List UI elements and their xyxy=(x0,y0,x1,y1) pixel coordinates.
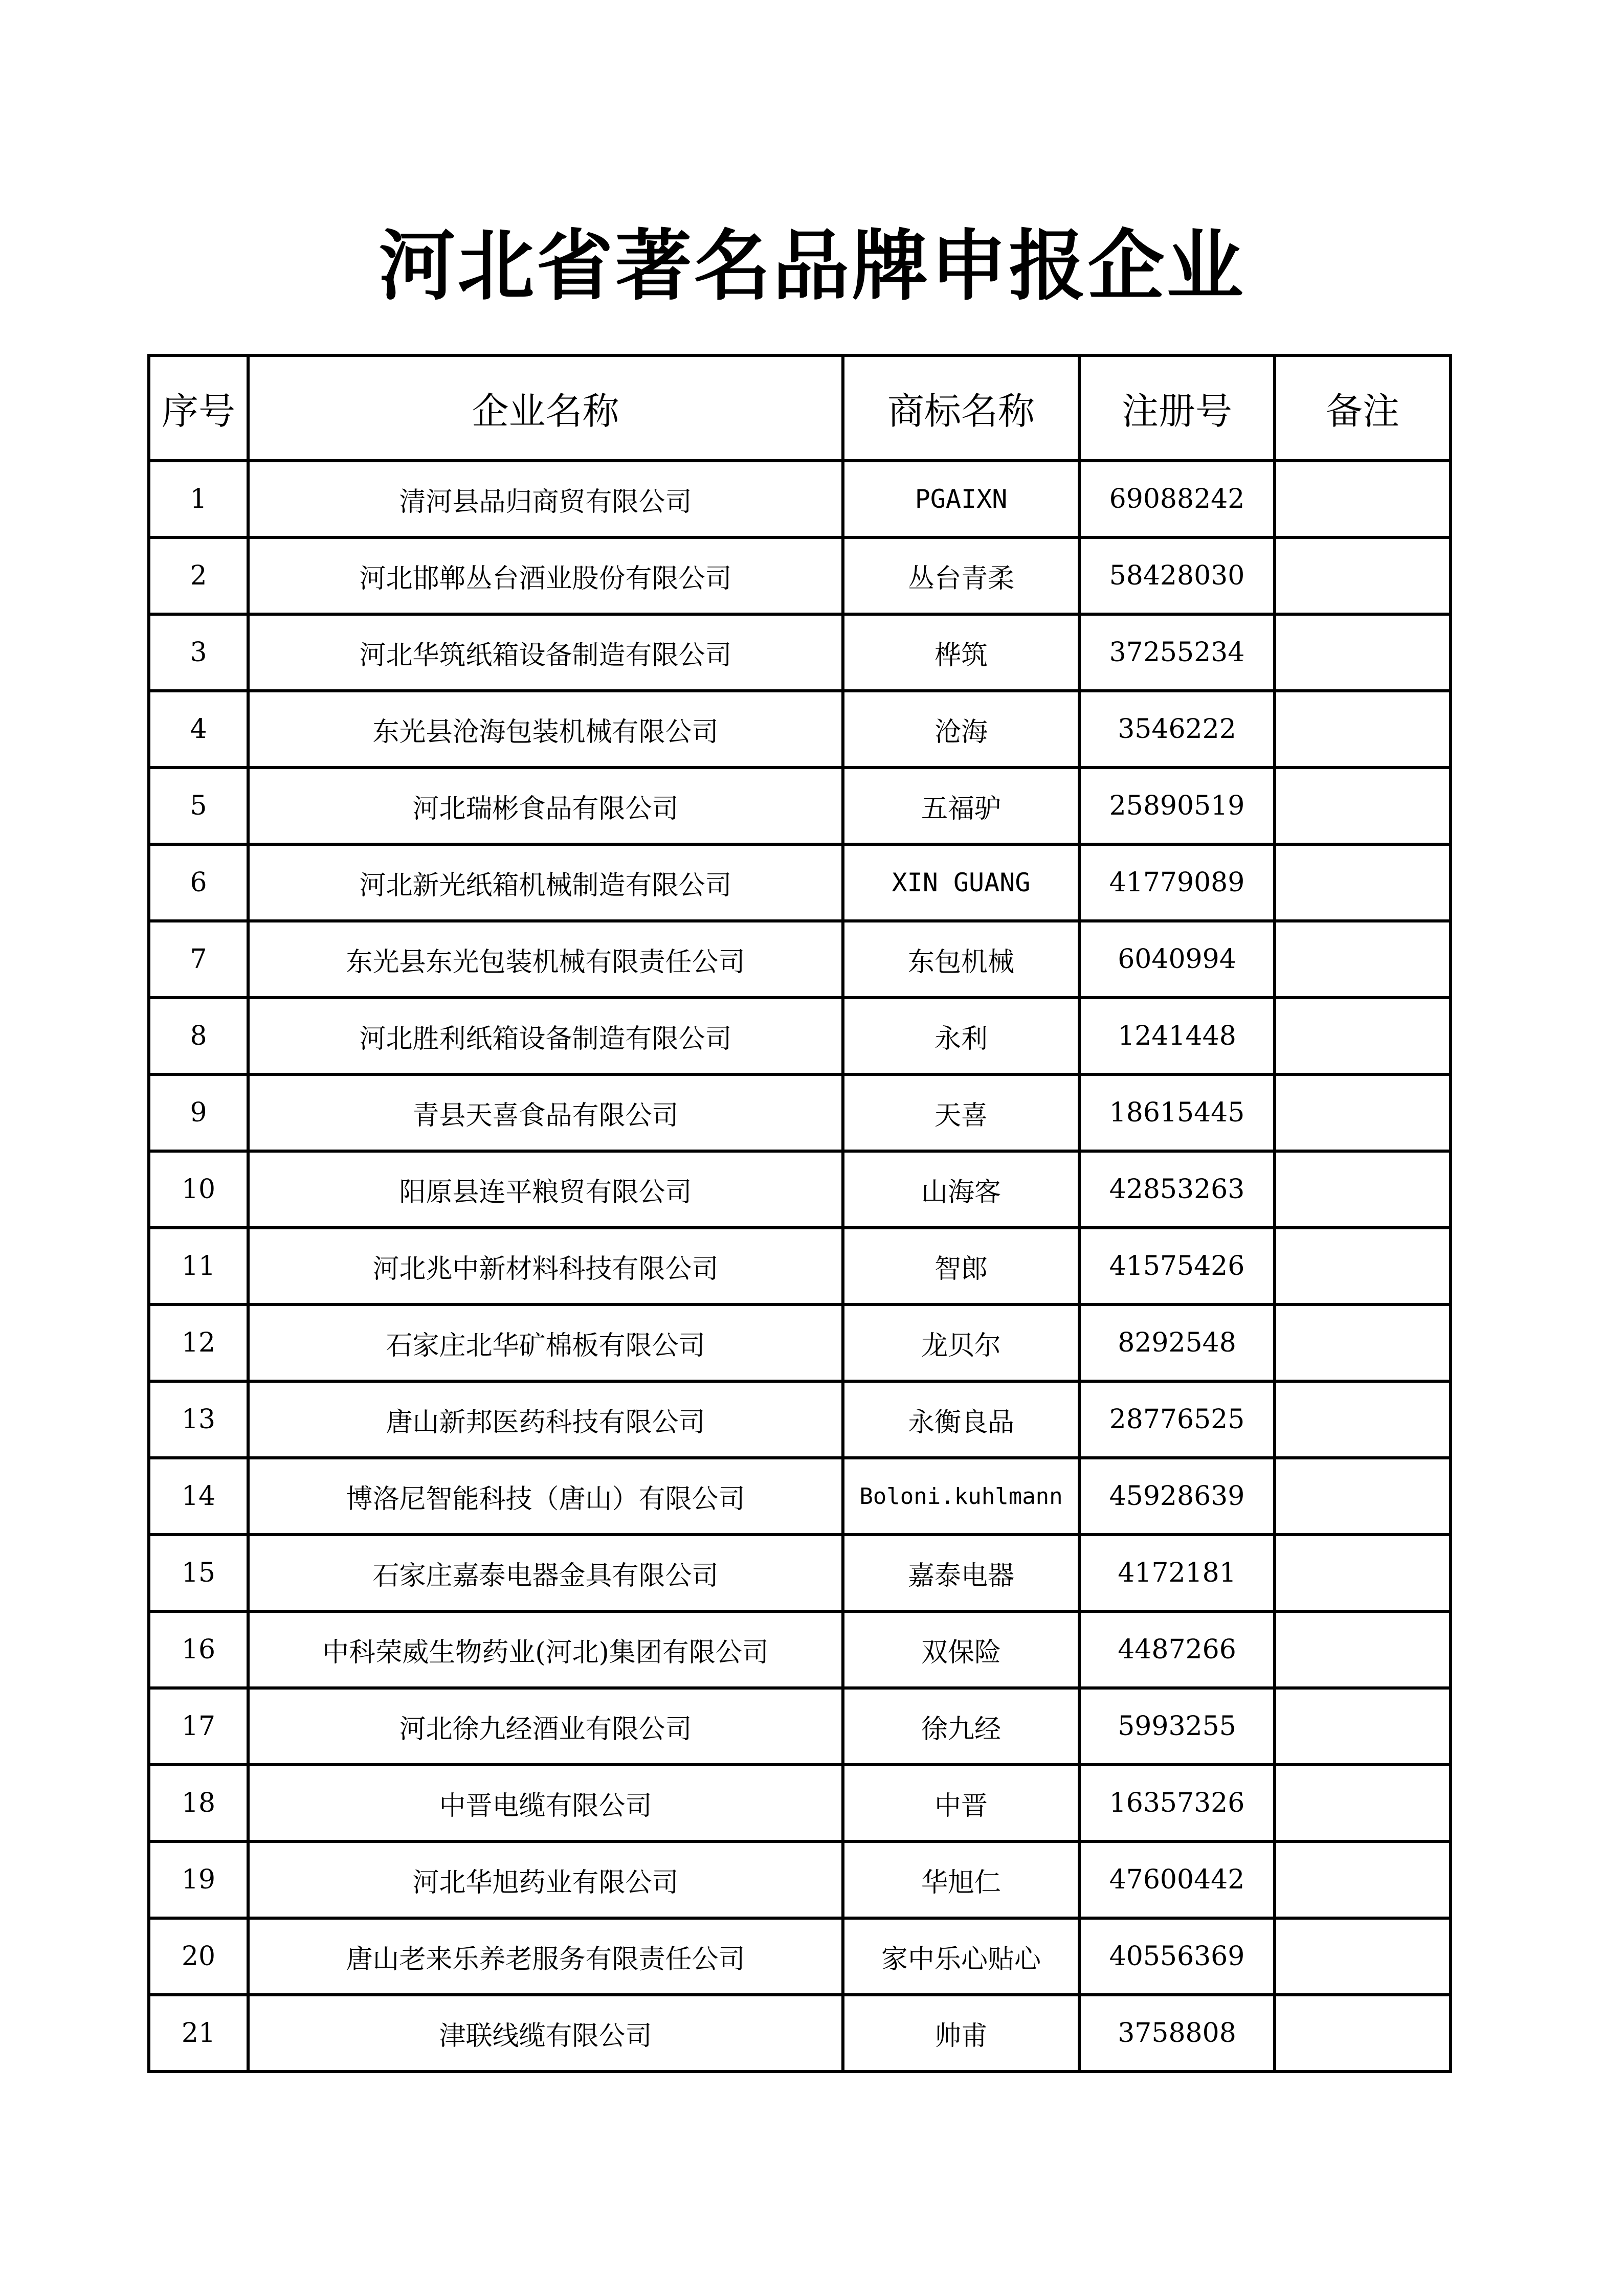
cell-trademark-name: 华旭仁 xyxy=(843,1841,1079,1918)
cell-serial-number: 18 xyxy=(149,1765,248,1841)
cell-serial-number: 12 xyxy=(149,1304,248,1381)
cell-registration-number: 18615445 xyxy=(1079,1074,1275,1151)
cell-registration-number: 45928639 xyxy=(1079,1458,1275,1535)
cell-trademark-name: 东包机械 xyxy=(843,921,1079,998)
cell-remarks xyxy=(1275,998,1451,1074)
cell-company-name: 中科荣威生物药业(河北)集团有限公司 xyxy=(248,1611,843,1688)
page-title: 河北省著名品牌申报企业 xyxy=(379,221,1245,311)
cell-company-name: 河北华旭药业有限公司 xyxy=(248,1841,843,1918)
cell-remarks xyxy=(1275,1458,1451,1535)
cell-company-name: 河北瑞彬食品有限公司 xyxy=(248,768,843,844)
cell-trademark-name: 永衡良品 xyxy=(843,1381,1079,1458)
cell-trademark-name: 丛台青柔 xyxy=(843,537,1079,614)
cell-remarks xyxy=(1275,1381,1451,1458)
cell-serial-number: 17 xyxy=(149,1688,248,1765)
table-row xyxy=(149,1765,1451,1841)
cell-registration-number: 8292548 xyxy=(1079,1304,1275,1381)
table-row xyxy=(149,921,1451,998)
cell-serial-number: 6 xyxy=(149,844,248,921)
cell-remarks xyxy=(1275,768,1451,844)
cell-serial-number: 20 xyxy=(149,1918,248,1995)
cell-registration-number: 69088242 xyxy=(1079,461,1275,537)
cell-registration-number: 16357326 xyxy=(1079,1765,1275,1841)
table-row xyxy=(149,998,1451,1074)
cell-remarks xyxy=(1275,1151,1451,1228)
cell-remarks xyxy=(1275,1918,1451,1995)
table-row xyxy=(149,691,1451,768)
cell-company-name: 津联线缆有限公司 xyxy=(248,1995,843,2072)
cell-serial-number: 2 xyxy=(149,537,248,614)
cell-serial-number: 7 xyxy=(149,921,248,998)
cell-registration-number: 28776525 xyxy=(1079,1381,1275,1458)
header-registration-number: 注册号 xyxy=(1079,355,1275,461)
cell-registration-number: 40556369 xyxy=(1079,1918,1275,1995)
header-remarks: 备注 xyxy=(1275,355,1451,461)
cell-remarks xyxy=(1275,691,1451,768)
cell-serial-number: 10 xyxy=(149,1151,248,1228)
cell-company-name: 青县天喜食品有限公司 xyxy=(248,1074,843,1151)
table-header-row xyxy=(149,355,1451,461)
table-row xyxy=(149,1688,1451,1765)
cell-serial-number: 14 xyxy=(149,1458,248,1535)
cell-company-name: 唐山新邦医药科技有限公司 xyxy=(248,1381,843,1458)
cell-serial-number: 21 xyxy=(149,1995,248,2072)
cell-remarks xyxy=(1275,844,1451,921)
table-row xyxy=(149,1304,1451,1381)
table-row xyxy=(149,1535,1451,1611)
cell-registration-number: 1241448 xyxy=(1079,998,1275,1074)
cell-registration-number: 47600442 xyxy=(1079,1841,1275,1918)
cell-company-name: 河北兆中新材料科技有限公司 xyxy=(248,1228,843,1304)
cell-remarks xyxy=(1275,1688,1451,1765)
cell-remarks xyxy=(1275,1074,1451,1151)
cell-registration-number: 3758808 xyxy=(1079,1995,1275,2072)
cell-trademark-name: 桦筑 xyxy=(843,614,1079,691)
cell-serial-number: 15 xyxy=(149,1535,248,1611)
cell-trademark-name: 智郎 xyxy=(843,1228,1079,1304)
table-row xyxy=(149,1611,1451,1688)
cell-trademark-name: 家中乐心贴心 xyxy=(843,1918,1079,1995)
cell-remarks xyxy=(1275,1611,1451,1688)
table-row xyxy=(149,1074,1451,1151)
cell-serial-number: 3 xyxy=(149,614,248,691)
cell-company-name: 石家庄北华矿棉板有限公司 xyxy=(248,1304,843,1381)
cell-trademark-name: XIN GUANG xyxy=(843,844,1079,921)
cell-trademark-name: 天喜 xyxy=(843,1074,1079,1151)
cell-serial-number: 16 xyxy=(149,1611,248,1688)
cell-remarks xyxy=(1275,614,1451,691)
table-row xyxy=(149,1228,1451,1304)
cell-company-name: 中晋电缆有限公司 xyxy=(248,1765,843,1841)
cell-trademark-name: 嘉泰电器 xyxy=(843,1535,1079,1611)
cell-registration-number: 4487266 xyxy=(1079,1611,1275,1688)
header-serial-number: 序号 xyxy=(149,355,248,461)
cell-remarks xyxy=(1275,1765,1451,1841)
cell-registration-number: 4172181 xyxy=(1079,1535,1275,1611)
table-row xyxy=(149,461,1451,537)
table-row xyxy=(149,1995,1451,2072)
cell-trademark-name: 沧海 xyxy=(843,691,1079,768)
cell-trademark-name: 永利 xyxy=(843,998,1079,1074)
cell-trademark-name: 帅甫 xyxy=(843,1995,1079,2072)
cell-company-name: 石家庄嘉泰电器金具有限公司 xyxy=(248,1535,843,1611)
cell-registration-number: 6040994 xyxy=(1079,921,1275,998)
cell-trademark-name: 山海客 xyxy=(843,1151,1079,1228)
cell-trademark-name: 中晋 xyxy=(843,1765,1079,1841)
cell-registration-number: 58428030 xyxy=(1079,537,1275,614)
table-row xyxy=(149,1151,1451,1228)
table-row xyxy=(149,1458,1451,1535)
cell-remarks xyxy=(1275,461,1451,537)
brand-application-table xyxy=(147,354,1452,2073)
table-row xyxy=(149,1918,1451,1995)
table-row xyxy=(149,768,1451,844)
cell-remarks xyxy=(1275,1304,1451,1381)
cell-trademark-name: 龙贝尔 xyxy=(843,1304,1079,1381)
cell-serial-number: 11 xyxy=(149,1228,248,1304)
cell-company-name: 河北徐九经酒业有限公司 xyxy=(248,1688,843,1765)
cell-company-name: 河北邯郸丛台酒业股份有限公司 xyxy=(248,537,843,614)
cell-remarks xyxy=(1275,1535,1451,1611)
cell-registration-number: 42853263 xyxy=(1079,1151,1275,1228)
cell-registration-number: 5993255 xyxy=(1079,1688,1275,1765)
cell-registration-number: 41779089 xyxy=(1079,844,1275,921)
header-trademark-name: 商标名称 xyxy=(843,355,1079,461)
cell-serial-number: 9 xyxy=(149,1074,248,1151)
cell-company-name: 河北胜利纸箱设备制造有限公司 xyxy=(248,998,843,1074)
table-row xyxy=(149,1381,1451,1458)
cell-trademark-name: 徐九经 xyxy=(843,1688,1079,1765)
table-row xyxy=(149,844,1451,921)
cell-registration-number: 3546222 xyxy=(1079,691,1275,768)
cell-serial-number: 13 xyxy=(149,1381,248,1458)
cell-trademark-name: PGAIXN xyxy=(843,461,1079,537)
cell-remarks xyxy=(1275,537,1451,614)
table-row xyxy=(149,1841,1451,1918)
table-body xyxy=(149,461,1451,2072)
header-company-name: 企业名称 xyxy=(248,355,843,461)
cell-registration-number: 41575426 xyxy=(1079,1228,1275,1304)
cell-serial-number: 4 xyxy=(149,691,248,768)
cell-remarks xyxy=(1275,1841,1451,1918)
cell-remarks xyxy=(1275,1995,1451,2072)
cell-registration-number: 25890519 xyxy=(1079,768,1275,844)
cell-company-name: 唐山老来乐养老服务有限责任公司 xyxy=(248,1918,843,1995)
cell-trademark-name: Boloni.kuhlmann xyxy=(843,1458,1079,1535)
cell-serial-number: 5 xyxy=(149,768,248,844)
cell-remarks xyxy=(1275,921,1451,998)
cell-company-name: 东光县东光包装机械有限责任公司 xyxy=(248,921,843,998)
cell-serial-number: 19 xyxy=(149,1841,248,1918)
table-row xyxy=(149,537,1451,614)
cell-remarks xyxy=(1275,1228,1451,1304)
cell-company-name: 博洛尼智能科技（唐山）有限公司 xyxy=(248,1458,843,1535)
cell-company-name: 东光县沧海包装机械有限公司 xyxy=(248,691,843,768)
cell-company-name: 清河县品归商贸有限公司 xyxy=(248,461,843,537)
cell-trademark-name: 五福驴 xyxy=(843,768,1079,844)
cell-company-name: 河北新光纸箱机械制造有限公司 xyxy=(248,844,843,921)
cell-company-name: 河北华筑纸箱设备制造有限公司 xyxy=(248,614,843,691)
cell-registration-number: 37255234 xyxy=(1079,614,1275,691)
cell-company-name: 阳原县连平粮贸有限公司 xyxy=(248,1151,843,1228)
cell-serial-number: 1 xyxy=(149,461,248,537)
table-row xyxy=(149,614,1451,691)
cell-serial-number: 8 xyxy=(149,998,248,1074)
cell-trademark-name: 双保险 xyxy=(843,1611,1079,1688)
